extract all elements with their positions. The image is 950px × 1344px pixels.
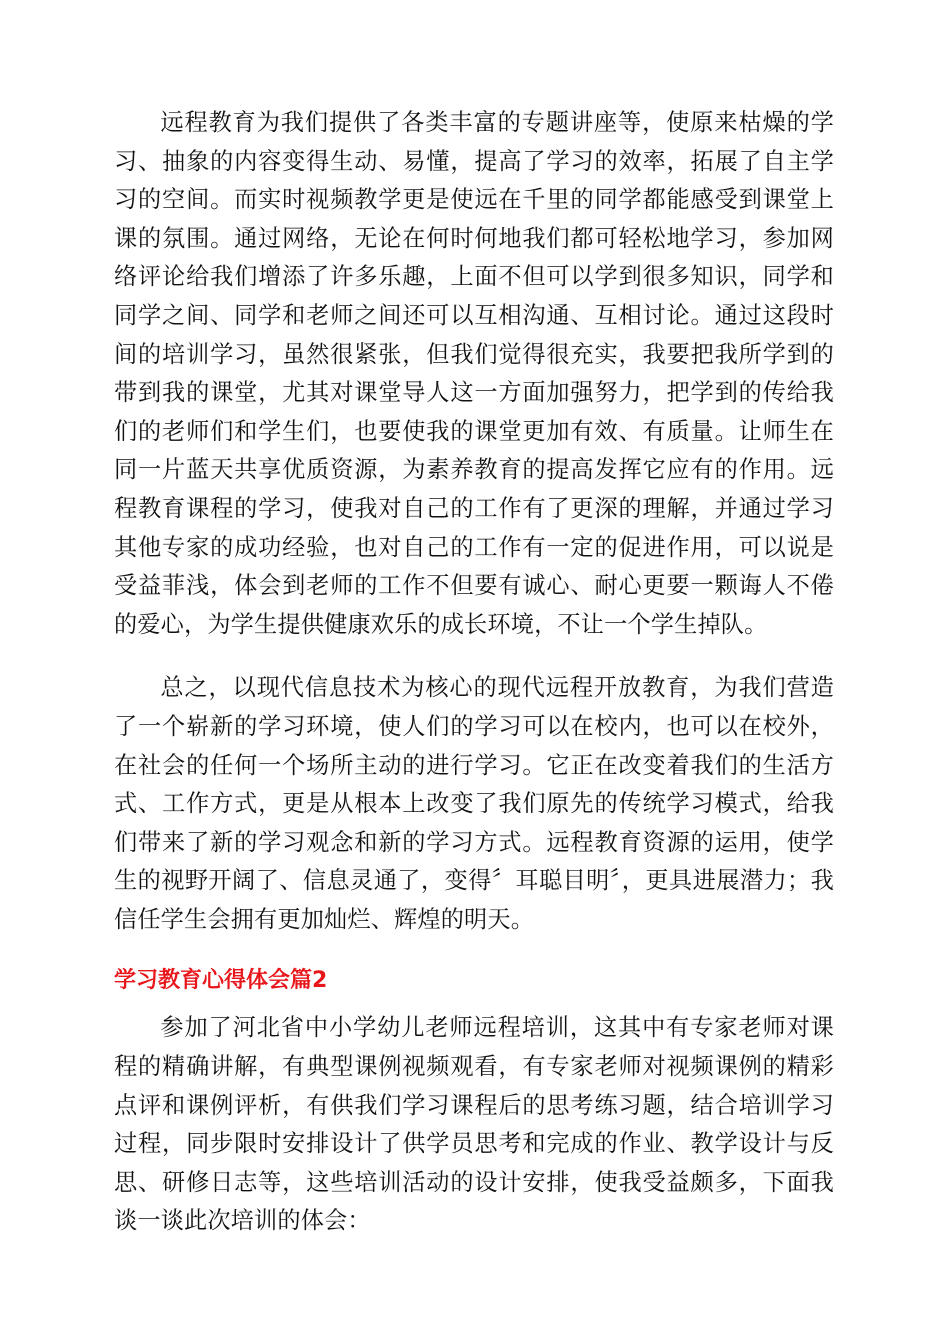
paragraph-conclusion: 总之，以现代信息技术为核心的现代远程开放教育，为我们营造了一个崭新的学习环境，使人们的学习可以在校内，也可以在校外，在社会的任何一个场所主动的进行学习。它正在改变着我们的生活方式、工作方式，更是从根本上改变了我们原先的传统学习模式，给我们带来了新的学习观念和新的学习方式。远程教育资源的运用，使学生的视野开阔了、信息灵通了，变得〞耳聪目明〞，更具进展潜力；我信任学生会拥有更加灿烂、辉煌的明天。 [114, 674, 834, 933]
paragraph-remote-education-benefits: 远程教育为我们提供了各类丰富的专题讲座等，使原来枯燥的学习、抽象的内容变得生动、易懂，提高了学习的效率，拓展了自主学习的空间。而实时视频教学更是使远在千里的同学都能感受到课堂上课的氛围。通过网络，无论在何时何地我们都可轻松地学习，参加网络评论给我们增添了许多乐趣，上面不但可以学到很多知识，同学和同学之间、同学和老师之间还可以互相沟通、互相讨论。通过这段时间的培训学习，虽然很紧张，但我们觉得很充实，我要把我所学到的带到我的课堂，尤其对课堂导人这一方面加强努力，把学到的传给我们的老师们和学生们，也要使我的课堂更加有效、有质量。让师生在同一片蓝天共享优质资源，为素养教育的提高发挥它应有的作用。远程教育课程的学习，使我对自己的工作有了更深的理解，并通过学习其他专家的成功经验，也对自己的工作有一定的促进作用，可以说是受益菲浅，体会到老师的工作不但要有诚心、耐心更要一颗诲人不倦的爱心，为学生提供健康欢乐的成长环境，不让一个学生掉队。 [114, 109, 834, 638]
paragraph-training-intro: 参加了河北省中小学幼儿老师远程培训，这其中有专家老师对课程的精确讲解，有典型课例视频观看，有专家老师对视频课例的精彩点评和课例评析，有供我们学习课程后的思考练习题，结合培训学习过程，同步限时安排设计了供学员思考和完成的作业、教学设计与反思、研修日志等，这些培训活动的设计安排，使我受益颇多，下面我谈一谈此次培训的体会： [114, 1014, 834, 1235]
document-body [114, 104, 834, 1241]
section-heading: 学习教育心得体会篇2 [114, 968, 328, 994]
